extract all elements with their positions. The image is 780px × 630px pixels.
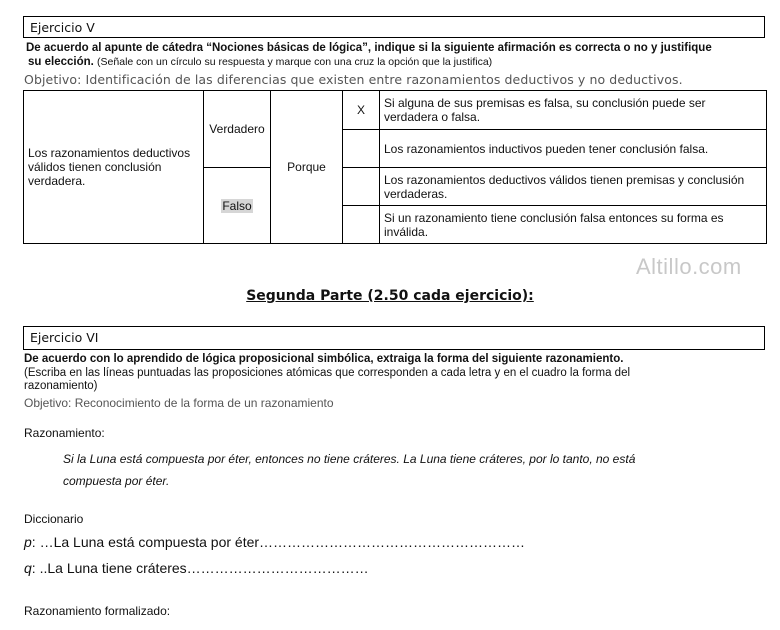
answer-falso[interactable] (204, 168, 271, 244)
exercise-6-title: Ejercicio VI (30, 330, 99, 345)
exercise-5-title-box (23, 16, 765, 38)
p-variable: p (24, 534, 32, 550)
option-4-text: Si un razonamiento tiene conclusión falsa entonces su forma es inválida. (384, 210, 724, 239)
razonamiento-label: Razonamiento: (24, 426, 105, 440)
option-3-checkbox[interactable] (343, 168, 380, 206)
exercise-6-instruction-note: (Escriba en las líneas puntuadas las proposiciones atómicas que corresponden a cada letra y en el cuadro la forma del razonamiento) (24, 367, 631, 392)
verdadero-label: Verdadero (209, 122, 265, 136)
statement-text: Los razonamientos deductivos válidos tienen conclusión verdadera. (28, 146, 191, 188)
porque-cell (271, 91, 343, 244)
option-1-text: Si alguna de sus premisas es falsa, su conclusión puede ser verdadera o falsa. (384, 96, 706, 124)
statement-cell (24, 91, 204, 244)
answer-verdadero[interactable] (204, 91, 271, 168)
razonamiento-text: Si la Luna está compuesta por éter, entonces no tiene cráteres. La Luna tiene cráteres, por lo tanto, no está compuesta por éter. (63, 452, 636, 488)
section-title: Segunda Parte (2.50 cada ejercicio): (246, 288, 534, 304)
exercise-6-objective: Objetivo: Reconocimiento de la forma de un razonamiento (24, 396, 334, 410)
option-1-text-cell (380, 91, 767, 130)
option-2-checkbox[interactable] (343, 130, 380, 168)
altillo-watermark: Altillo.com (636, 254, 742, 279)
falso-label: Falso (222, 198, 252, 213)
diccionario-label: Diccionario (24, 512, 84, 526)
q-variable: q (24, 560, 32, 576)
formalizado-label: Razonamiento formalizado: (24, 604, 171, 618)
exercise-6-instruction: De acuerdo con lo aprendido de lógica proposicional simbólica, extraiga la forma del siguiente razonamiento. (24, 353, 624, 365)
option-2-text-cell (380, 130, 767, 168)
exercise-5-objective: Objetivo: Identificación de las diferencias que existen entre razonamientos deductivos y no deductivos. (24, 72, 683, 87)
option-3-text-cell (380, 168, 767, 206)
q-proposition: : ..La Luna tiene cráteres………………………………… (31, 560, 369, 576)
option-4-checkbox[interactable] (343, 206, 380, 244)
exercise-5-table (23, 90, 767, 244)
exercise-5-instruction: De acuerdo al apunte de cátedra “Nociones básicas de lógica”, indique si la siguiente afirmación es correcta o no y justifique (26, 42, 712, 54)
porque-label: Porque (287, 160, 326, 174)
exercise-5-instruction-line2 (28, 55, 773, 69)
dictionary-p-line[interactable] (24, 534, 525, 550)
exercise-5-title: Ejercicio V (30, 20, 95, 35)
option-3-text: Los razonamientos deductivos válidos tienen premisas y conclusión verdaderas. (384, 172, 745, 201)
exercise-5-instruction-bold: su elección. (28, 56, 94, 68)
option-4-text-cell (380, 206, 767, 244)
dictionary-q-line[interactable] (24, 560, 369, 576)
option-1-mark: X (356, 103, 365, 117)
option-1-checkbox[interactable] (343, 91, 380, 130)
exercise-5-instruction-note: (Señale con un círculo su respuesta y marque con una cruz la opción que la justifica) (97, 56, 493, 68)
p-proposition: : …La Luna está compuesta por éter………………………………………………… (31, 534, 526, 550)
option-2-text: Los razonamientos inductivos pueden tener conclusión falsa. (384, 141, 709, 156)
exercise-6-title-box (23, 326, 765, 350)
